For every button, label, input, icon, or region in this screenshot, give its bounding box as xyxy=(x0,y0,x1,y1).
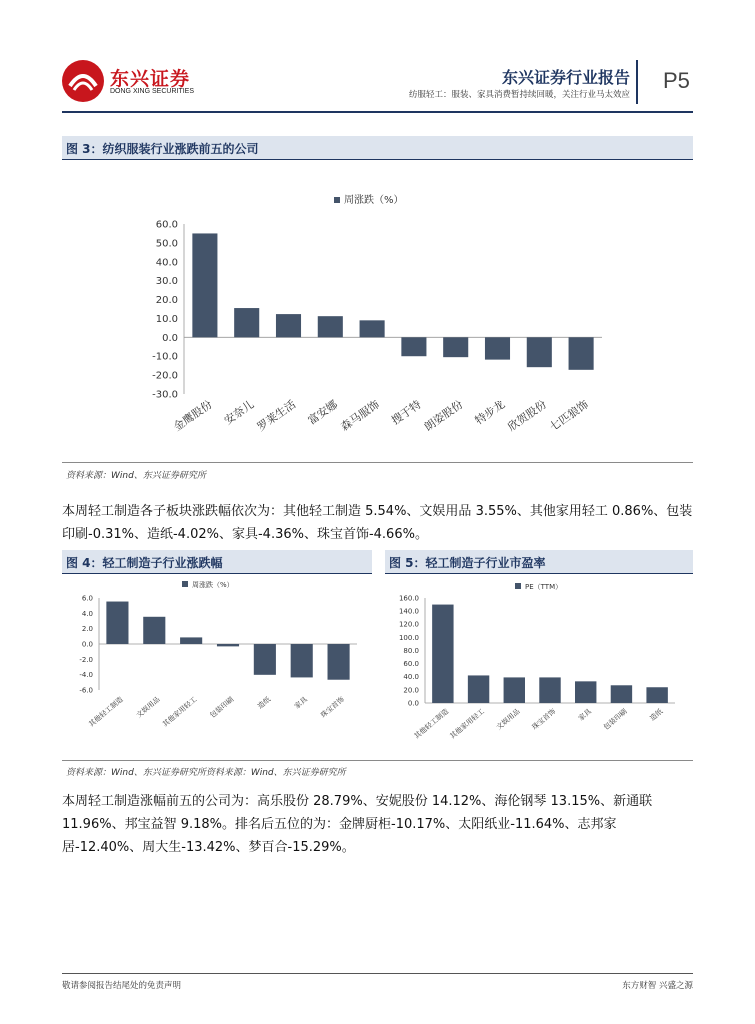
figure3-title: 图 3：纺织服装行业涨跌前五的公司 xyxy=(66,142,259,156)
figure3-category-label: 欣贺股份 xyxy=(505,397,550,434)
figure3-y-tick-label: -10.0 xyxy=(152,351,178,363)
figure4-bar xyxy=(328,644,350,680)
figure5-y-tick-label: 160.0 xyxy=(398,594,419,603)
figure5-bar xyxy=(575,681,596,703)
report-subtitle: 纺服轻工：服装、家具消费暂持续回暖，关注行业马太效应 xyxy=(408,90,630,100)
figure3-chart xyxy=(62,180,693,460)
figure4-bar xyxy=(291,644,313,677)
figure3-y-tick-label: 40.0 xyxy=(155,257,178,269)
figure3-bar xyxy=(401,337,426,356)
figure4-bar xyxy=(143,617,165,644)
figure3-bar xyxy=(192,233,217,337)
figure4-title: 图 4：轻工制造子行业涨跌幅 xyxy=(66,556,223,570)
figure3-category-label: 罗莱生活 xyxy=(254,397,299,434)
figure5-category-label: 包装印刷 xyxy=(602,707,629,732)
figure5-y-tick-label: 0.0 xyxy=(407,699,419,708)
figure5-y-tick-label: 120.0 xyxy=(398,620,419,629)
figure3-bar xyxy=(318,316,343,337)
figure3-category-label: 富安娜 xyxy=(305,397,341,428)
figure4-bar xyxy=(180,637,202,644)
figure3-y-tick-label: 10.0 xyxy=(155,313,178,325)
figure4-y-tick-label: 6.0 xyxy=(81,594,93,603)
figure5-category-label: 其他轻工制造 xyxy=(412,707,451,741)
figure4-y-tick-label: -2.0 xyxy=(79,655,93,664)
figure5-bar xyxy=(504,677,525,703)
figure3-bottom-rule xyxy=(62,462,693,463)
figure5-bar xyxy=(468,675,489,703)
figure3-y-tick-label: -20.0 xyxy=(152,370,178,382)
figure3-category-label: 安奈儿 xyxy=(221,397,257,428)
figure3-category-label: 朗姿股份 xyxy=(421,397,466,434)
figure5-bar xyxy=(432,605,453,703)
figure3-legend-swatch xyxy=(334,197,340,203)
figure5-bar xyxy=(611,685,632,703)
figure5-y-tick-label: 40.0 xyxy=(403,673,419,682)
figure3-bar xyxy=(360,320,385,337)
figure3-bar xyxy=(443,337,468,357)
paragraph-top-bottom-companies: 本周轻工制造涨幅前五的公司为：高乐股份 28.79%、安妮股份 14.12%、海伦钢琴 13.15%、新通联 11.96%、邦宝益智 9.18%。排名后五位的为：金牌厨柜-10.17%、太阳纸业-11.64%、志邦家居-12.40%、周大生-13.42%、梦百合-15.29%。 xyxy=(62,794,653,855)
footer-rule xyxy=(62,973,693,974)
report-title: 东兴证券行业报告 xyxy=(501,68,630,87)
figure4-category-label: 其他轻工制造 xyxy=(87,695,125,729)
logo-english-name: DONG XING SECURITIES xyxy=(110,88,195,95)
figure3-source: 资料来源：Wind、东兴证券研究所 xyxy=(66,471,206,481)
footer-slogan: 东方财智 兴盛之源 xyxy=(622,981,693,991)
figure5-title: 图 5：轻工制造子行业市盈率 xyxy=(389,556,546,570)
figure4-category-label: 珠宝首饰 xyxy=(319,695,346,720)
figure4-y-tick-label: -4.0 xyxy=(79,671,93,680)
logo-chinese-name: 东兴证券 xyxy=(110,68,191,90)
figure3-y-tick-label: 50.0 xyxy=(155,238,178,250)
header-rule xyxy=(62,111,693,113)
figure4-legend-swatch xyxy=(182,581,188,587)
figure3-y-tick-label: 60.0 xyxy=(155,219,178,231)
figure4-category-label: 包装印刷 xyxy=(208,695,236,720)
figure3-legend-label: 周涨跌（%） xyxy=(344,195,404,206)
figures-bottom-rule xyxy=(62,760,693,761)
figure4-bar xyxy=(254,644,276,675)
figure3-title-bar xyxy=(62,136,693,160)
figure5-category-label: 其他家用轻工 xyxy=(448,707,486,741)
figure5-y-tick-label: 100.0 xyxy=(398,633,419,642)
figure3-y-tick-label: 30.0 xyxy=(155,276,178,288)
figure5-legend-label: PE（TTM） xyxy=(525,583,563,591)
figure5-category-label: 造纸 xyxy=(648,707,665,723)
figure5-category-label: 珠宝首饰 xyxy=(530,707,558,732)
figures-source: 资料来源：Wind、东兴证券研究所资料来源：Wind、东兴证券研究所 xyxy=(66,768,346,778)
footer-disclaimer: 敬请参阅报告结尾处的免责声明 xyxy=(62,981,182,991)
figure3-bar xyxy=(276,314,301,337)
figure5-chart xyxy=(385,578,693,748)
figure3-bar xyxy=(234,308,259,337)
figure3-bar xyxy=(527,337,552,367)
figure5-y-tick-label: 140.0 xyxy=(398,607,419,616)
logo-emblem-icon xyxy=(62,60,104,102)
figure5-category-label: 家具 xyxy=(577,707,593,723)
figure5-bar xyxy=(539,677,560,703)
figure5-y-tick-label: 20.0 xyxy=(403,686,419,695)
figure3-bar xyxy=(485,337,510,359)
company-logo xyxy=(62,58,212,108)
figure5-y-tick-label: 60.0 xyxy=(403,660,419,669)
figure4-y-tick-label: -6.0 xyxy=(79,686,93,695)
figure5-y-tick-label: 80.0 xyxy=(403,646,419,655)
figure3-y-tick-label: 0.0 xyxy=(162,332,178,344)
figure3-category-label: 森马服饰 xyxy=(338,397,382,434)
figure3-category-label: 搜于特 xyxy=(389,397,424,428)
figure3-y-tick-label: 20.0 xyxy=(155,295,178,307)
figure5-category-label: 文娱用品 xyxy=(494,707,522,732)
figure4-y-tick-label: 2.0 xyxy=(81,625,93,634)
figure3-y-tick-label: -30.0 xyxy=(152,389,178,401)
page-number: P5 xyxy=(663,68,690,93)
figure4-bar xyxy=(217,644,239,646)
figure4-legend-label: 周涨跌（%） xyxy=(192,581,234,589)
figure3-category-label: 七匹狼饰 xyxy=(547,397,591,434)
figure4-bar xyxy=(106,602,128,644)
figure5-legend-swatch xyxy=(515,583,521,589)
figure5-bar xyxy=(646,687,667,703)
figure4-category-label: 造纸 xyxy=(256,695,273,711)
figure4-y-tick-label: 0.0 xyxy=(81,640,93,649)
figure3-bar xyxy=(569,337,594,369)
paragraph-subsector-performance: 本周轻工制造各子板块涨跌幅依次为：其他轻工制造 5.54%、文娱用品 3.55%、其他家用轻工 0.86%、包装印刷-0.31%、造纸-4.02%、家具-4.36%、珠宝首饰-4.66%。 xyxy=(62,504,693,542)
figure4-category-label: 家具 xyxy=(293,695,309,711)
figure5-title-bar xyxy=(385,550,693,574)
figure4-title-bar xyxy=(62,550,372,574)
figure4-category-label: 文娱用品 xyxy=(134,695,162,720)
figure3-category-label: 特步龙 xyxy=(472,397,508,428)
figure3-category-label: 金鹰股份 xyxy=(171,397,215,434)
figure4-y-tick-label: 4.0 xyxy=(81,609,93,618)
figure4-chart xyxy=(62,578,372,748)
figure4-category-label: 其他家用轻工 xyxy=(161,695,199,729)
header-divider xyxy=(636,60,638,104)
